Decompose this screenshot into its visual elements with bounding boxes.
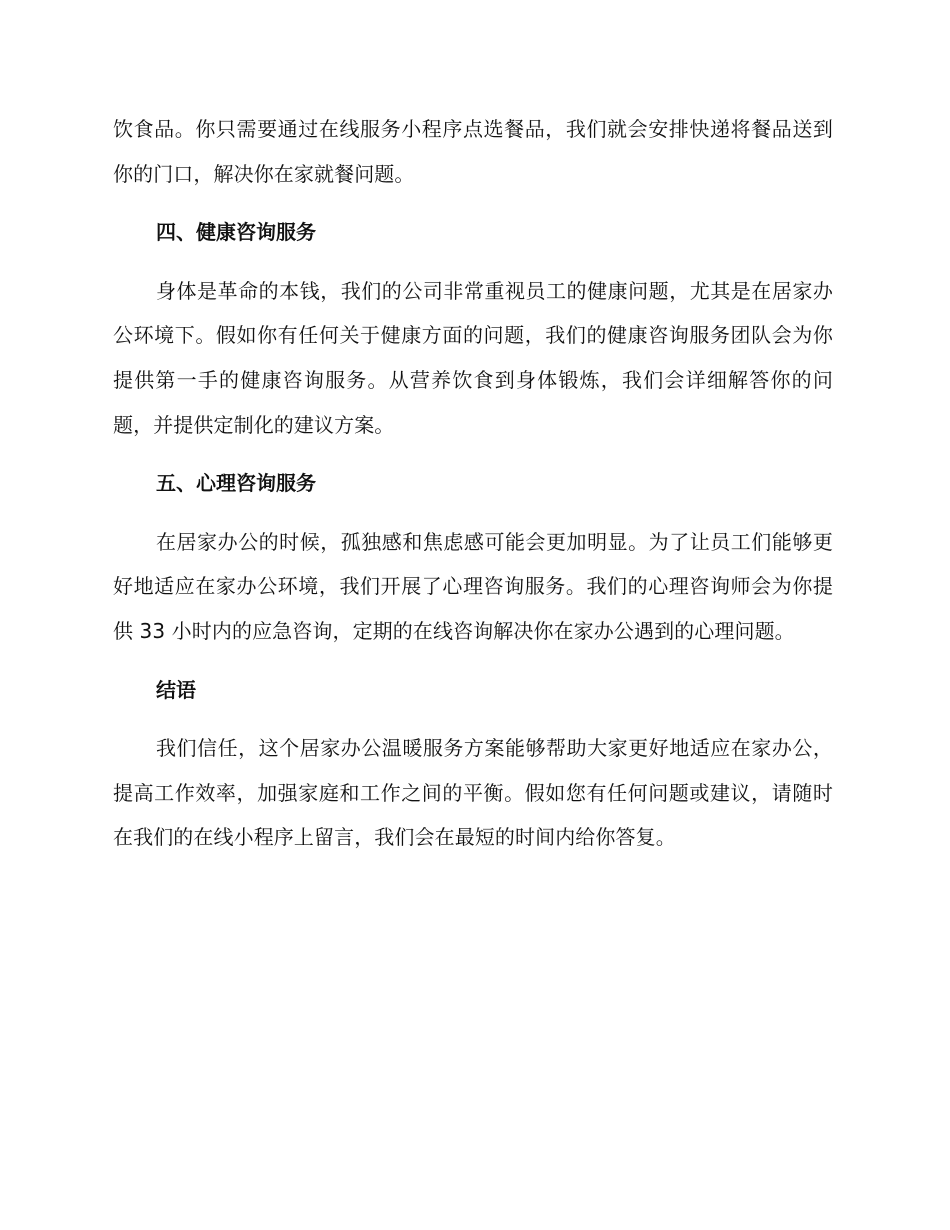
spacer bbox=[113, 196, 833, 210]
spacer bbox=[113, 712, 833, 726]
paragraph-continued: 饮食品。你只需要通过在线服务小程序点选餐品，我们就会安排快递将餐品送到你的门口，解决你在家就餐问题。 bbox=[113, 117, 833, 186]
document-page bbox=[113, 107, 833, 860]
paragraph-health: 身体是革命的本钱，我们的公司非常重视员工的健康问题，尤其是在居家办公环境下。假如你有任何关于健康方面的问题，我们的健康咨询服务团队会为你提供第一手的健康咨询服务。从营养饮食到身体锻炼，我们会详细解答你的问题，并提供定制化的建议方案。 bbox=[113, 278, 833, 437]
paragraph-conclusion: 我们信任，这个居家办公温暖服务方案能够帮助大家更好地适应在家办公，提高工作效率，加强家庭和工作之间的平衡。假如您有任何问题或建议，请随时在我们的在线小程序上留言，我们会在最短的时间内给你答复。 bbox=[113, 736, 833, 850]
spacer bbox=[113, 447, 833, 461]
section-heading-health: 四、健康咨询服务 bbox=[156, 220, 316, 245]
spacer bbox=[113, 255, 833, 269]
paragraph-psychology: 在居家办公的时候，孤独感和焦虑感可能会更加明显。为了让员工们能够更好地适应在家办公环境，我们开展了心理咨询服务。我们的心理咨询师会为你提供 33 小时内的应急咨询，定期的在线咨询解决你在家办公遇到的心理问题。 bbox=[113, 529, 833, 643]
spacer bbox=[113, 506, 833, 520]
section-heading-psychology: 五、心理咨询服务 bbox=[156, 471, 316, 496]
spacer bbox=[113, 654, 833, 668]
section-heading-conclusion: 结语 bbox=[156, 677, 196, 702]
